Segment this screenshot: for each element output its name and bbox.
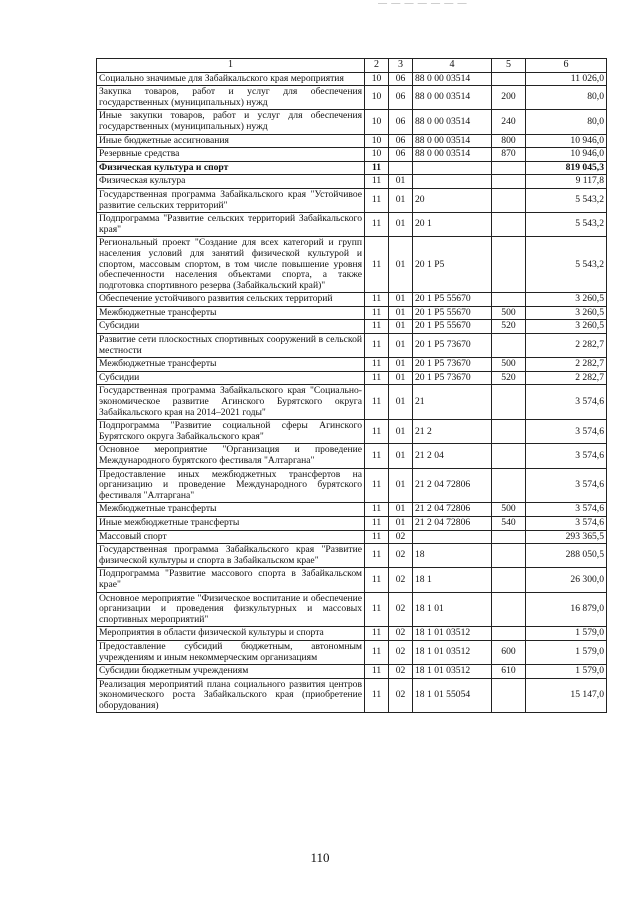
table-row	[97, 627, 607, 641]
table-row	[97, 516, 607, 530]
amount: 3 260,5	[526, 306, 607, 320]
column-header: 6	[526, 59, 607, 73]
item-name: Государственная программа Забайкальского края "Устойчивое развитие сельских территорий"	[97, 188, 365, 212]
amount: 3 260,5	[526, 320, 607, 334]
amount: 288 050,5	[526, 544, 607, 568]
section-code: 10	[365, 110, 389, 134]
item-name: Иные межбюджетные трансферты	[97, 516, 365, 530]
item-name: Подпрограмма "Развитие массового спорта в Забайкальском крае"	[97, 568, 365, 592]
amount: 2 282,7	[526, 358, 607, 372]
table-row	[97, 161, 607, 175]
expense-type-code: 240	[492, 110, 526, 134]
subsection-code: 01	[389, 320, 413, 334]
expense-type-code: 540	[492, 516, 526, 530]
target-article-code	[413, 530, 492, 544]
table-row	[97, 86, 607, 110]
expense-type-code	[492, 213, 526, 237]
item-name: Подпрограмма "Развитие социальной сферы Агинского Бурятского округа Забайкальского края"	[97, 420, 365, 444]
item-name: Социально значимые для Забайкальского края мероприятия	[97, 72, 365, 86]
table-row	[97, 544, 607, 568]
section-code: 11	[365, 161, 389, 175]
section-code: 11	[365, 306, 389, 320]
subsection-code: 01	[389, 213, 413, 237]
table-row	[97, 293, 607, 307]
table-row	[97, 592, 607, 627]
amount: 3 574,6	[526, 503, 607, 517]
target-article-code: 21 2 04 72806	[413, 516, 492, 530]
section-code: 11	[365, 530, 389, 544]
subsection-code: 02	[389, 544, 413, 568]
amount: 9 117,8	[526, 175, 607, 189]
table-row	[97, 188, 607, 212]
table-row	[97, 110, 607, 134]
item-name: Реализация мероприятий плана социального развития центров экономического роста Забайкальского края (приобретение оборудования)	[97, 678, 365, 713]
table-row	[97, 385, 607, 420]
section-code: 10	[365, 86, 389, 110]
expense-type-code: 520	[492, 371, 526, 385]
item-name: Физическая культура и спорт	[97, 161, 365, 175]
expense-type-code	[492, 188, 526, 212]
subsection-code: 01	[389, 385, 413, 420]
subsection-code: 06	[389, 134, 413, 148]
expense-type-code: 500	[492, 503, 526, 517]
section-code: 11	[365, 188, 389, 212]
expense-type-code	[492, 530, 526, 544]
budget-table-body	[97, 59, 607, 713]
subsection-code: 01	[389, 468, 413, 503]
subsection-code: 01	[389, 293, 413, 307]
item-name: Субсидии	[97, 320, 365, 334]
target-article-code: 21	[413, 385, 492, 420]
subsection-code: 01	[389, 371, 413, 385]
column-header: 2	[365, 59, 389, 73]
target-article-code: 21 2 04	[413, 444, 492, 468]
section-code: 11	[365, 627, 389, 641]
amount: 5 543,2	[526, 188, 607, 212]
item-name: Иные бюджетные ассигнования	[97, 134, 365, 148]
subsection-code: 06	[389, 72, 413, 86]
section-code: 11	[365, 544, 389, 568]
target-article-code: 20 1 P5 73670	[413, 371, 492, 385]
subsection-code: 01	[389, 358, 413, 372]
item-name: Субсидии бюджетным учреждениям	[97, 665, 365, 679]
amount: 3 574,6	[526, 516, 607, 530]
item-name: Субсидии	[97, 371, 365, 385]
section-code: 11	[365, 237, 389, 293]
item-name: Обеспечение устойчивого развития сельских территорий	[97, 293, 365, 307]
expense-type-code: 600	[492, 640, 526, 664]
subsection-code: 02	[389, 665, 413, 679]
column-header: 5	[492, 59, 526, 73]
item-name: Предоставление субсидий бюджетным, автономным учреждениям и иным некоммерческим организациям	[97, 640, 365, 664]
amount: 3 574,6	[526, 385, 607, 420]
table-row	[97, 72, 607, 86]
amount: 1 579,0	[526, 627, 607, 641]
item-name: Подпрограмма "Развитие сельских территорий Забайкальского края"	[97, 213, 365, 237]
item-name: Государственная программа Забайкальского края "Социально-экономическое развитие Агинского Бурятского округа Забайкальского края на 2014–2021 годы"	[97, 385, 365, 420]
amount: 5 543,2	[526, 213, 607, 237]
column-header: 3	[389, 59, 413, 73]
table-row	[97, 503, 607, 517]
expense-type-code	[492, 334, 526, 358]
expense-type-code	[492, 468, 526, 503]
table-row	[97, 213, 607, 237]
subsection-code: 06	[389, 86, 413, 110]
amount: 11 026,0	[526, 72, 607, 86]
target-article-code: 20	[413, 188, 492, 212]
table-row	[97, 334, 607, 358]
item-name: Межбюджетные трансферты	[97, 503, 365, 517]
target-article-code: 18 1 01 03512	[413, 665, 492, 679]
subsection-code: 06	[389, 110, 413, 134]
expense-type-code	[492, 175, 526, 189]
item-name: Массовый спорт	[97, 530, 365, 544]
target-article-code: 18 1 01 55054	[413, 678, 492, 713]
amount: 293 365,5	[526, 530, 607, 544]
target-article-code: 20 1 P5 55670	[413, 306, 492, 320]
expense-type-code	[492, 678, 526, 713]
amount: 3 574,6	[526, 468, 607, 503]
amount: 1 579,0	[526, 665, 607, 679]
item-name: Физическая культура	[97, 175, 365, 189]
section-code: 11	[365, 665, 389, 679]
subsection-code: 01	[389, 175, 413, 189]
expense-type-code	[492, 237, 526, 293]
target-article-code: 20 1 P5 73670	[413, 358, 492, 372]
expense-type-code: 200	[492, 86, 526, 110]
table-row	[97, 568, 607, 592]
item-name: Закупка товаров, работ и услуг для обеспечения государственных (муниципальных) нужд	[97, 86, 365, 110]
section-code: 11	[365, 678, 389, 713]
target-article-code: 20 1 P5 55670	[413, 320, 492, 334]
target-article-code: 88 0 00 03514	[413, 148, 492, 162]
expense-type-code: 500	[492, 306, 526, 320]
subsection-code: 01	[389, 420, 413, 444]
amount: 5 543,2	[526, 237, 607, 293]
table-row	[97, 175, 607, 189]
table-row	[97, 665, 607, 679]
table-row	[97, 420, 607, 444]
subsection-code: 02	[389, 568, 413, 592]
target-article-code: 18 1 01	[413, 592, 492, 627]
section-code: 11	[365, 385, 389, 420]
expense-type-code: 610	[492, 665, 526, 679]
table-row	[97, 468, 607, 503]
subsection-code: 01	[389, 516, 413, 530]
amount: 1 579,0	[526, 640, 607, 664]
section-code: 10	[365, 148, 389, 162]
header-fragment: — — — — — — —	[378, 0, 468, 6]
target-article-code: 20 1	[413, 213, 492, 237]
item-name: Иные закупки товаров, работ и услуг для обеспечения государственных (муниципальных) нужд	[97, 110, 365, 134]
target-article-code: 18 1	[413, 568, 492, 592]
section-code: 11	[365, 320, 389, 334]
section-code: 11	[365, 175, 389, 189]
item-name: Развитие сети плоскостных спортивных сооружений в сельской местности	[97, 334, 365, 358]
expense-type-code: 500	[492, 358, 526, 372]
amount: 16 879,0	[526, 592, 607, 627]
expense-type-code	[492, 72, 526, 86]
expense-type-code: 800	[492, 134, 526, 148]
table-row	[97, 306, 607, 320]
expense-type-code	[492, 385, 526, 420]
section-code: 10	[365, 134, 389, 148]
section-code: 10	[365, 72, 389, 86]
subsection-code: 02	[389, 530, 413, 544]
expense-type-code: 520	[492, 320, 526, 334]
table-row	[97, 640, 607, 664]
item-name: Региональный проект "Создание для всех категорий и групп населения условий для занятий физической культурой и спортом, массовым спортом, в том числе повышение уровня обеспеченности населения объектами спорта, а также подготовка спортивного резерва (Забайкальский край)"	[97, 237, 365, 293]
table-row	[97, 444, 607, 468]
amount: 26 300,0	[526, 568, 607, 592]
section-code: 11	[365, 371, 389, 385]
expense-type-code	[492, 293, 526, 307]
section-code: 11	[365, 468, 389, 503]
section-code: 11	[365, 213, 389, 237]
section-code: 11	[365, 568, 389, 592]
amount: 80,0	[526, 110, 607, 134]
subsection-code: 01	[389, 237, 413, 293]
column-header: 1	[97, 59, 365, 73]
page-number: 110	[310, 850, 330, 865]
table-row	[97, 134, 607, 148]
subsection-code: 01	[389, 188, 413, 212]
subsection-code: 01	[389, 444, 413, 468]
item-name: Предоставление иных межбюджетных трансфертов на организацию и проведение Международного бурятского фестиваля "Алтаргана"	[97, 468, 365, 503]
section-code: 11	[365, 592, 389, 627]
table-row	[97, 530, 607, 544]
amount: 819 045,3	[526, 161, 607, 175]
amount: 15 147,0	[526, 678, 607, 713]
amount: 3 574,6	[526, 420, 607, 444]
amount: 3 574,6	[526, 444, 607, 468]
target-article-code: 88 0 00 03514	[413, 72, 492, 86]
target-article-code: 88 0 00 03514	[413, 86, 492, 110]
table-row	[97, 678, 607, 713]
target-article-code: 21 2	[413, 420, 492, 444]
column-header: 4	[413, 59, 492, 73]
section-code: 11	[365, 420, 389, 444]
expense-type-code	[492, 444, 526, 468]
target-article-code	[413, 161, 492, 175]
expense-type-code	[492, 544, 526, 568]
subsection-code: 01	[389, 334, 413, 358]
amount: 2 282,7	[526, 334, 607, 358]
subsection-code: 01	[389, 306, 413, 320]
section-code: 11	[365, 293, 389, 307]
table-row	[97, 237, 607, 293]
amount: 2 282,7	[526, 371, 607, 385]
expense-type-code: 870	[492, 148, 526, 162]
item-name: Основное мероприятие "Организация и проведение Международного бурятского фестиваля "Алтаргана"	[97, 444, 365, 468]
section-code: 11	[365, 516, 389, 530]
column-header-row	[97, 59, 607, 73]
expense-type-code	[492, 161, 526, 175]
subsection-code: 02	[389, 627, 413, 641]
table-row	[97, 148, 607, 162]
item-name: Основное мероприятие "Физическое воспитание и обеспечение организации и проведения физкультурных и массовых спортивных мероприятий"	[97, 592, 365, 627]
amount: 10 946,0	[526, 148, 607, 162]
subsection-code: 02	[389, 592, 413, 627]
subsection-code: 02	[389, 678, 413, 713]
expense-type-code	[492, 592, 526, 627]
target-article-code: 18 1 01 03512	[413, 640, 492, 664]
section-code: 11	[365, 444, 389, 468]
target-article-code: 18	[413, 544, 492, 568]
section-code: 11	[365, 358, 389, 372]
target-article-code: 20 1 P5 73670	[413, 334, 492, 358]
target-article-code: 88 0 00 03514	[413, 110, 492, 134]
table-row	[97, 371, 607, 385]
target-article-code: 18 1 01 03512	[413, 627, 492, 641]
section-code: 11	[365, 503, 389, 517]
amount: 10 946,0	[526, 134, 607, 148]
amount: 80,0	[526, 86, 607, 110]
expense-type-code	[492, 568, 526, 592]
expense-type-code	[492, 420, 526, 444]
item-name: Государственная программа Забайкальского края "Развитие физической культуры и спорта в Забайкальском крае"	[97, 544, 365, 568]
budget-table	[96, 58, 607, 713]
target-article-code	[413, 175, 492, 189]
target-article-code: 21 2 04 72806	[413, 503, 492, 517]
subsection-code: 02	[389, 640, 413, 664]
subsection-code: 06	[389, 148, 413, 162]
subsection-code: 01	[389, 503, 413, 517]
target-article-code: 20 1 P5 55670	[413, 293, 492, 307]
item-name: Мероприятия в области физической культуры и спорта	[97, 627, 365, 641]
item-name: Резервные средства	[97, 148, 365, 162]
amount: 3 260,5	[526, 293, 607, 307]
expense-type-code	[492, 627, 526, 641]
subsection-code	[389, 161, 413, 175]
table-row	[97, 320, 607, 334]
table-row	[97, 358, 607, 372]
section-code: 11	[365, 640, 389, 664]
item-name: Межбюджетные трансферты	[97, 306, 365, 320]
target-article-code: 88 0 00 03514	[413, 134, 492, 148]
target-article-code: 20 1 P5	[413, 237, 492, 293]
target-article-code: 21 2 04 72806	[413, 468, 492, 503]
section-code: 11	[365, 334, 389, 358]
item-name: Межбюджетные трансферты	[97, 358, 365, 372]
